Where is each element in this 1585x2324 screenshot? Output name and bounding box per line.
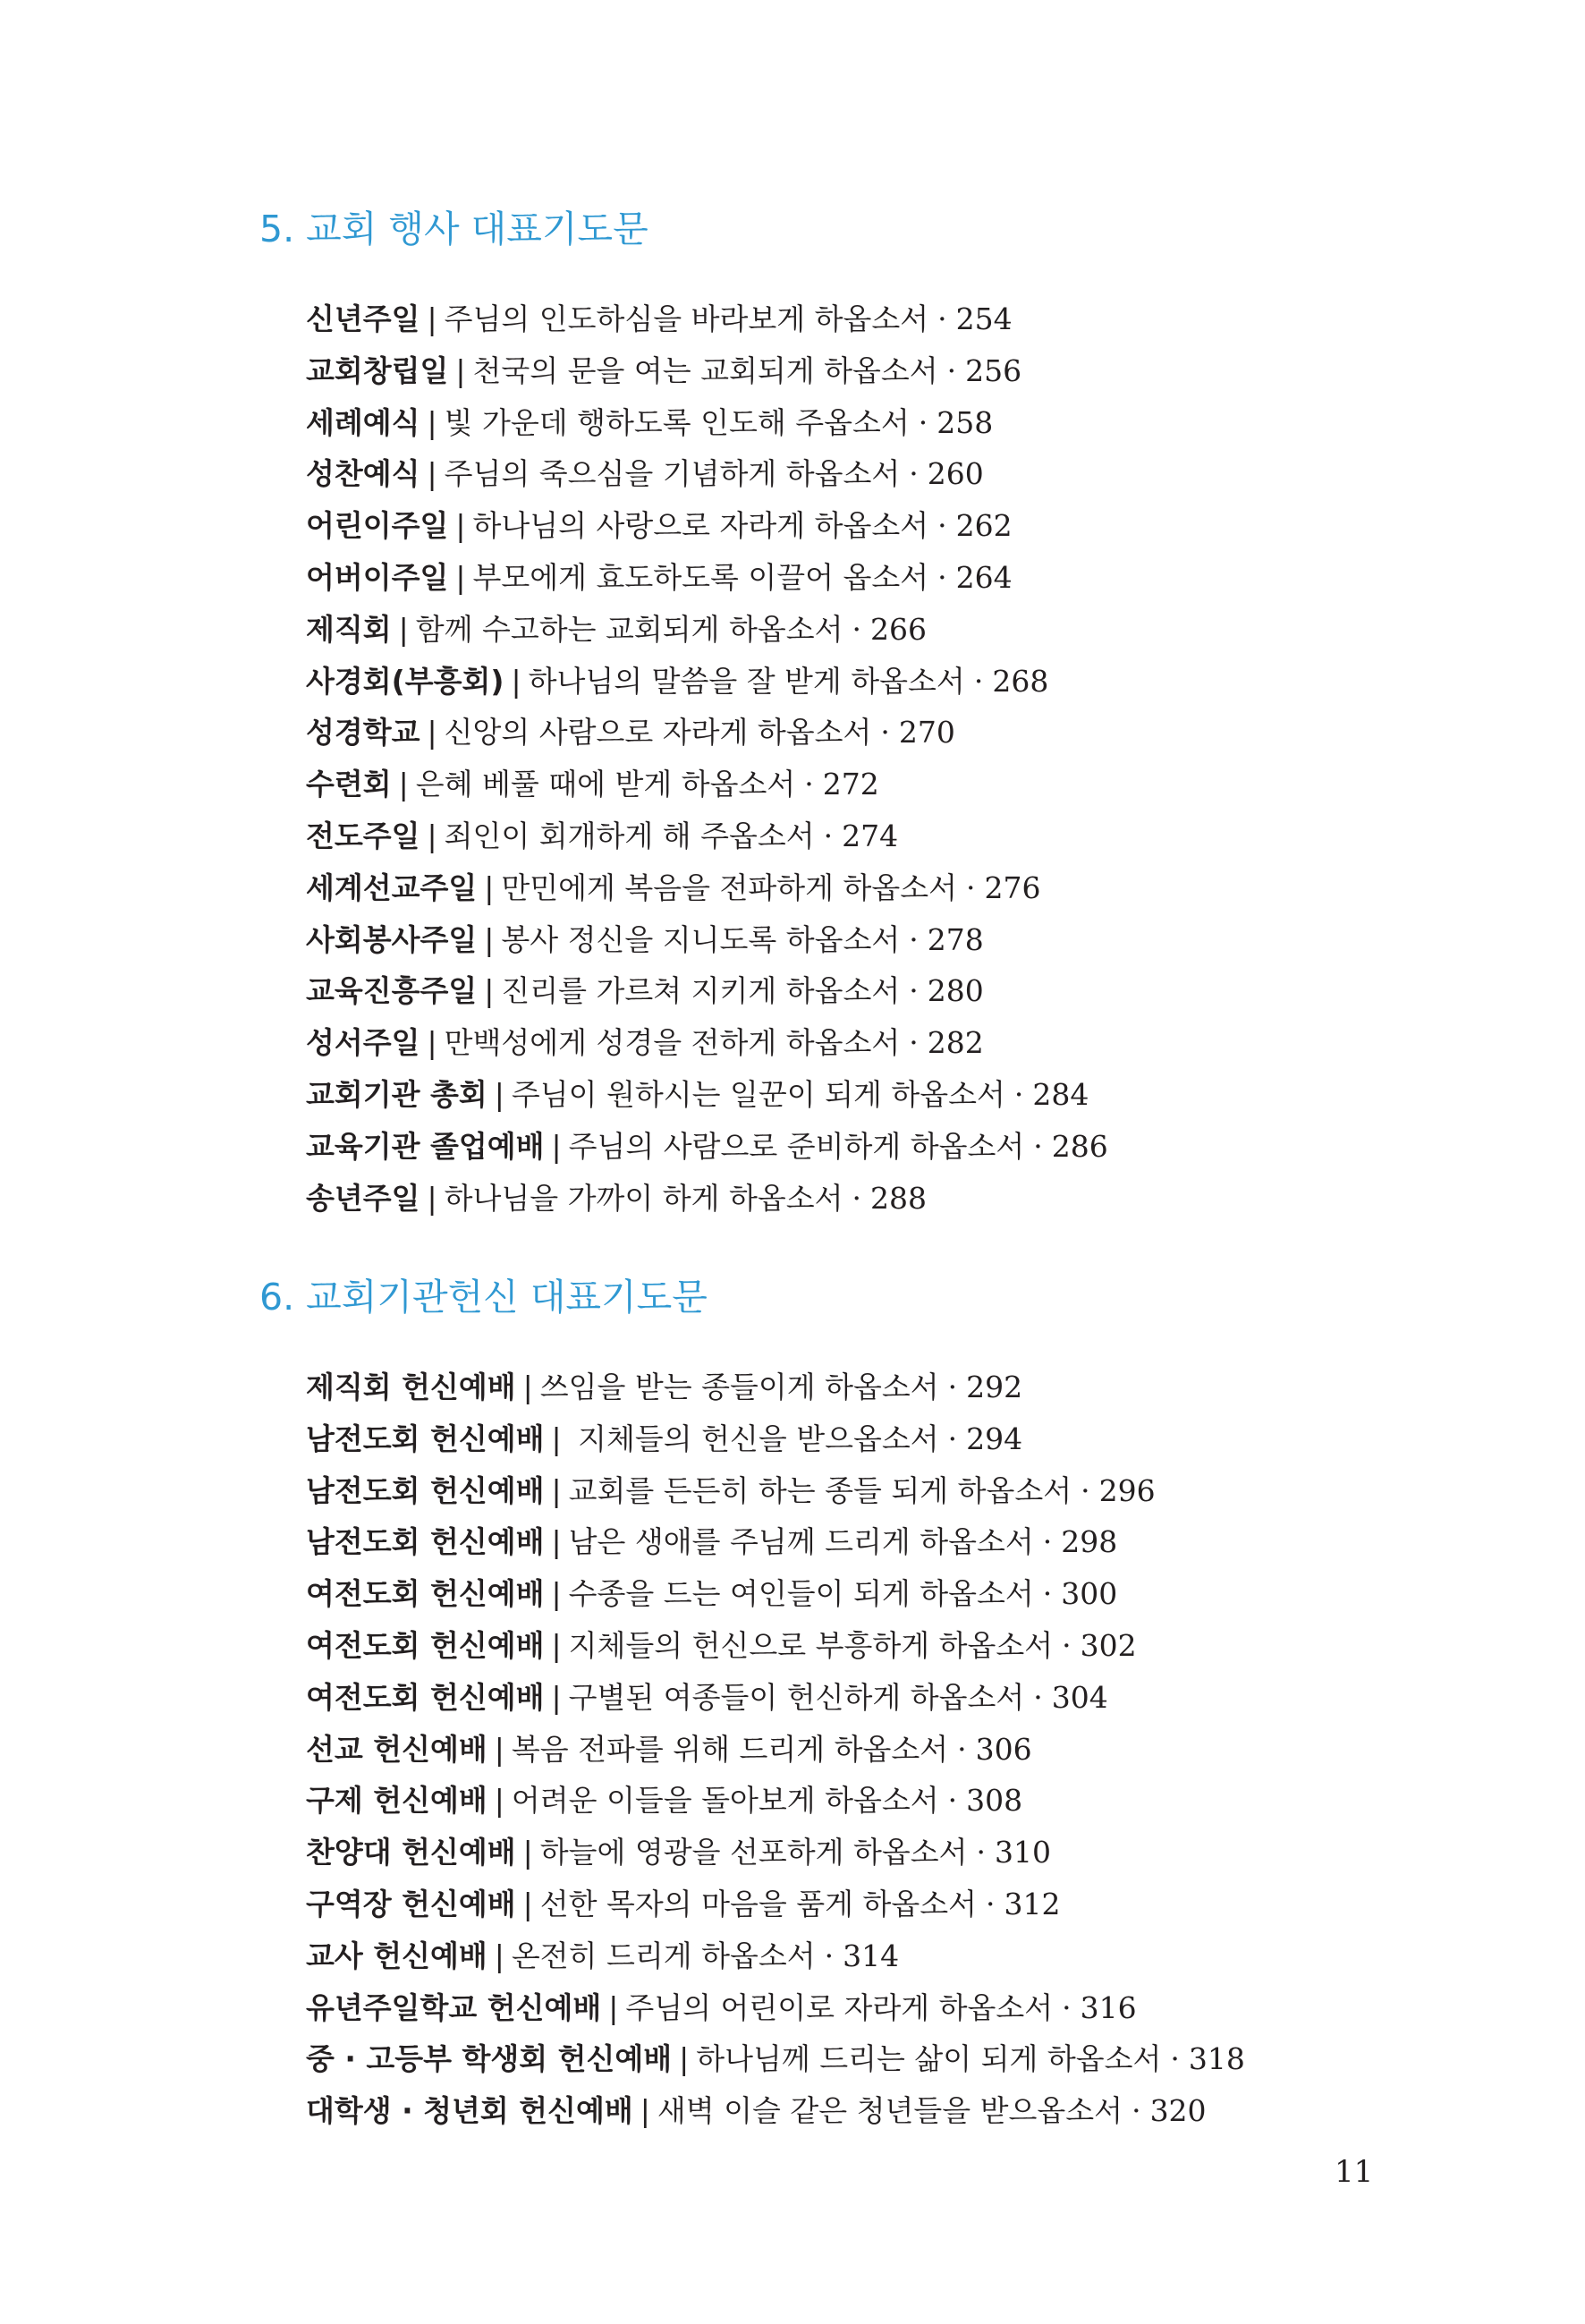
separator: | [427,818,437,853]
entry-page-number: 272 [822,767,879,802]
separator: | [551,1524,562,1560]
toc-entry [306,448,1404,500]
entry-description: 주님의 죽으심을 기념하게 하옵소서 [444,456,901,492]
entry-page-number: 262 [955,508,1013,544]
entry-page-number: 300 [1061,1576,1118,1612]
entry-title: 교회창립일 [306,352,449,388]
entry-description: 주님이 원하시는 일꾼이 되게 하옵소서 [511,1076,1005,1112]
toc-entry [306,1568,1404,1620]
entry-page-number: 320 [1149,2093,1207,2129]
bullet: · [957,1731,967,1767]
entry-description: 진리를 가르쳐 지키게 하옵소서 [501,973,901,1009]
bullet: · [947,1370,958,1404]
entry-page-number: 258 [937,404,994,440]
toc-list [259,293,1404,1224]
entry-page-number: 276 [984,869,1041,905]
entry-page-number: 266 [870,611,928,647]
entry-title: 어린이주일 [306,508,449,544]
separator: | [494,1783,504,1819]
toc-entry [306,1069,1404,1121]
entry-title: 세계선교주일 [306,869,478,905]
separator: | [455,352,466,388]
entry-page-number: 282 [927,1025,984,1061]
entry-title: 세례예식 [306,404,420,440]
bullet: · [804,767,814,802]
entry-page-number: 302 [1080,1627,1137,1663]
entry-title: 구역장 헌신예배 [306,1886,516,1921]
entry-page-number: 292 [966,1370,1023,1404]
entry-page-number: 254 [955,301,1013,336]
entry-description: 주님의 어린이로 자라게 하옵소서 [625,1989,1054,2025]
separator: | [608,1989,619,2025]
toc-entry [306,1121,1404,1173]
bullet: · [909,921,919,957]
separator: | [511,663,521,699]
toc-entry [306,1361,1404,1413]
entry-page-number: 260 [927,456,984,492]
bullet: · [1170,2041,1180,2077]
toc-entry [306,397,1404,449]
separator: | [494,1731,504,1767]
toc-entry [306,1724,1404,1776]
entry-title: 교회기관 총회 [306,1076,487,1112]
section-church-organization-dedication [259,1272,1404,2137]
page-number: 11 [1335,2154,1374,2190]
entry-title: 성찬예식 [306,456,420,492]
bullet: · [1062,1989,1072,2025]
bullet: · [1132,2093,1141,2129]
bullet: · [976,1835,987,1870]
separator: | [522,1886,533,1921]
toc-entry [306,656,1404,708]
toc-entry [306,914,1404,966]
entry-description: 만민에게 복음을 전파하게 하옵소서 [501,869,958,905]
entry-page-number: 310 [995,1835,1052,1870]
separator: | [484,973,495,1009]
entry-title: 사회봉사주일 [306,921,478,957]
bullet: · [824,1938,835,1973]
toc-entry [306,552,1404,604]
separator: | [522,1370,533,1404]
separator: | [455,508,466,544]
entry-page-number: 308 [966,1783,1023,1819]
toc-entry [306,1017,1404,1069]
entry-title: 성경학교 [306,715,420,751]
entry-description: 신앙의 사람으로 자라게 하옵소서 [444,715,872,751]
entry-title: 여전도회 헌신예배 [306,1679,545,1715]
toc-entry [306,500,1404,552]
entry-title: 선교 헌신예배 [306,1731,487,1767]
entry-title: 중 · 고등부 학생회 헌신예배 [306,2041,673,2077]
separator: | [551,1472,562,1508]
entry-page-number: 256 [965,352,1022,388]
entry-title: 유년주일학교 헌신예배 [306,1989,602,2025]
entry-description: 새벽 이슬 같은 청년들을 받으옵소서 [657,2093,1123,2129]
toc-entry [306,1982,1404,2034]
toc-entry [306,2085,1404,2137]
entry-description: 온전히 드리게 하옵소서 [511,1938,816,1973]
entry-page-number: 274 [842,818,899,853]
bullet: · [909,456,919,492]
entry-description: 만백성에게 성경을 전하게 하옵소서 [444,1025,901,1061]
entry-description: 주님의 인도하심을 바라보게 하옵소서 [444,301,929,336]
toc-entry [306,1413,1404,1465]
separator: | [551,1679,562,1715]
entry-description: 구별된 여종들이 헌신하게 하옵소서 [568,1679,1025,1715]
section-title: 5. 교회 행사 대표기도문 [259,208,648,250]
bullet: · [973,663,984,699]
entry-description: 부모에게 효도하도록 이끌어 옵소서 [472,559,929,595]
bullet: · [1042,1524,1053,1560]
entry-description: 주님의 사람으로 준비하게 하옵소서 [568,1128,1025,1164]
bullet: · [986,1886,996,1921]
entry-title: 찬양대 헌신예배 [306,1835,516,1870]
toc-entry [306,2033,1404,2085]
entry-title: 신년주일 [306,301,420,336]
bullet: · [947,1783,958,1819]
entry-description: 하나님을 가까이 하게 하옵소서 [444,1180,843,1216]
bullet: · [823,818,834,853]
separator: | [484,869,495,905]
toc-entry [306,1173,1404,1225]
separator: | [640,2093,650,2129]
separator: | [398,611,409,647]
separator: | [427,456,437,492]
entry-title: 교육기관 졸업예배 [306,1128,545,1164]
entry-page-number: 264 [955,559,1013,595]
entry-page-number: 278 [927,921,984,957]
entry-description: 하늘에 영광을 선포하게 하옵소서 [539,1835,968,1870]
entry-page-number: 298 [1061,1524,1118,1560]
entry-description: 지체들의 헌신을 받으옵소서 [568,1421,939,1456]
toc-entry [306,810,1404,862]
separator: | [398,767,409,802]
bullet: · [852,611,862,647]
entry-description: 하나님께 드리는 삶이 되게 하옵소서 [696,2041,1162,2077]
bullet: · [1033,1679,1043,1715]
toc-entry [306,345,1404,397]
bullet: · [1062,1627,1072,1663]
entry-description: 교회를 든든히 하는 종들 되게 하옵소서 [568,1472,1072,1508]
toc-entry [306,1827,1404,1879]
separator: | [427,301,437,336]
separator: | [427,715,437,751]
section-title: 6. 교회기관헌신 대표기도문 [259,1276,708,1319]
entry-title: 전도주일 [306,818,420,853]
bullet: · [909,973,919,1009]
separator: | [427,404,437,440]
entry-description: 함께 수고하는 교회되게 하옵소서 [415,611,843,647]
entry-description: 쓰임을 받는 종들이게 하옵소서 [539,1370,939,1404]
entry-description: 은혜 베풀 때에 받게 하옵소서 [415,767,796,802]
toc-entry [306,965,1404,1017]
entry-page-number: 316 [1080,1989,1137,2025]
toc-entry [306,862,1404,914]
separator: | [551,1421,562,1456]
separator: | [551,1627,562,1663]
entry-page-number: 284 [1032,1076,1089,1112]
entry-description: 어려운 이들을 돌아보게 하옵소서 [511,1783,939,1819]
toc-entry [306,604,1404,656]
entry-title: 남전도회 헌신예배 [306,1524,545,1560]
toc-entry [306,1465,1404,1517]
toc-entry [306,1620,1404,1672]
bullet: · [852,1180,862,1216]
entry-page-number: 288 [870,1180,928,1216]
entry-title: 남전도회 헌신예배 [306,1472,545,1508]
bullet: · [937,508,947,544]
bullet: · [918,404,928,440]
separator: | [494,1076,504,1112]
entry-title: 교육진흥주일 [306,973,478,1009]
entry-description: 봉사 정신을 지니도록 하옵소서 [501,921,901,957]
entry-page-number: 312 [1004,1886,1061,1921]
separator: | [427,1180,437,1216]
entry-title: 여전도회 헌신예배 [306,1627,545,1663]
entry-title: 대학생 · 청년회 헌신예배 [306,2093,633,2129]
entry-description: 하나님의 사랑으로 자라게 하옵소서 [472,508,929,544]
entry-description: 빛 가운데 행하도록 인도해 주옵소서 [444,404,910,440]
separator: | [427,1025,437,1061]
entry-description: 하나님의 말씀을 잘 받게 하옵소서 [528,663,965,699]
toc-entry [306,293,1404,345]
entry-page-number: 318 [1188,2041,1245,2077]
bullet: · [947,1421,958,1456]
entry-description: 선한 목자의 마음을 품게 하옵소서 [539,1886,978,1921]
toc-entry [306,1775,1404,1827]
bullet: · [1013,1076,1024,1112]
entry-title: 성서주일 [306,1025,420,1061]
bullet: · [880,715,890,751]
entry-description: 수종을 드는 여인들이 되게 하옵소서 [568,1576,1034,1612]
toc-entry [306,1516,1404,1568]
entry-page-number: 294 [966,1421,1023,1456]
entry-title: 여전도회 헌신예배 [306,1576,545,1612]
entry-description: 남은 생애를 주님께 드리게 하옵소서 [568,1524,1034,1560]
entry-title: 제직회 헌신예배 [306,1370,516,1404]
separator: | [551,1576,562,1612]
separator: | [494,1938,504,1973]
entry-page-number: 306 [975,1731,1032,1767]
toc-entry [306,1672,1404,1724]
separator: | [455,559,466,595]
bullet: · [1042,1576,1053,1612]
entry-description: 지체들의 헌신으로 부흥하게 하옵소서 [568,1627,1054,1663]
separator: | [551,1128,562,1164]
bullet: · [1033,1128,1043,1164]
separator: | [484,921,495,957]
separator: | [679,2041,690,2077]
entry-title: 송년주일 [306,1180,420,1216]
entry-page-number: 304 [1051,1679,1108,1715]
entry-page-number: 286 [1051,1128,1108,1164]
toc-entry [306,1879,1404,1930]
separator: | [522,1835,533,1870]
entry-description: 복음 전파를 위해 드리게 하옵소서 [511,1731,949,1767]
bullet: · [937,301,947,336]
entry-page-number: 270 [898,715,955,751]
entry-title: 구제 헌신예배 [306,1783,487,1819]
section-church-events [259,204,1404,1224]
entry-page-number: 296 [1098,1472,1156,1508]
bullet: · [909,1025,919,1061]
entry-title: 수련회 [306,767,392,802]
entry-page-number: 280 [927,973,984,1009]
toc-entry [306,707,1404,759]
entry-title: 남전도회 헌신예배 [306,1421,545,1456]
toc-entry [306,759,1404,810]
toc-entry [306,1930,1404,1982]
bullet: · [946,352,957,388]
entry-title: 교사 헌신예배 [306,1938,487,1973]
bullet: · [966,869,976,905]
entry-page-number: 268 [992,663,1049,699]
entry-description: 죄인이 회개하게 해 주옵소서 [444,818,815,853]
entry-title: 제직회 [306,611,392,647]
toc-list [259,1361,1404,2137]
entry-description: 천국의 문을 여는 교회되게 하옵소서 [472,352,938,388]
bullet: · [937,559,947,595]
entry-page-number: 314 [843,1938,900,1973]
entry-title: 어버이주일 [306,559,449,595]
bullet: · [1081,1472,1090,1508]
entry-title: 사경회(부흥회) [306,663,504,699]
